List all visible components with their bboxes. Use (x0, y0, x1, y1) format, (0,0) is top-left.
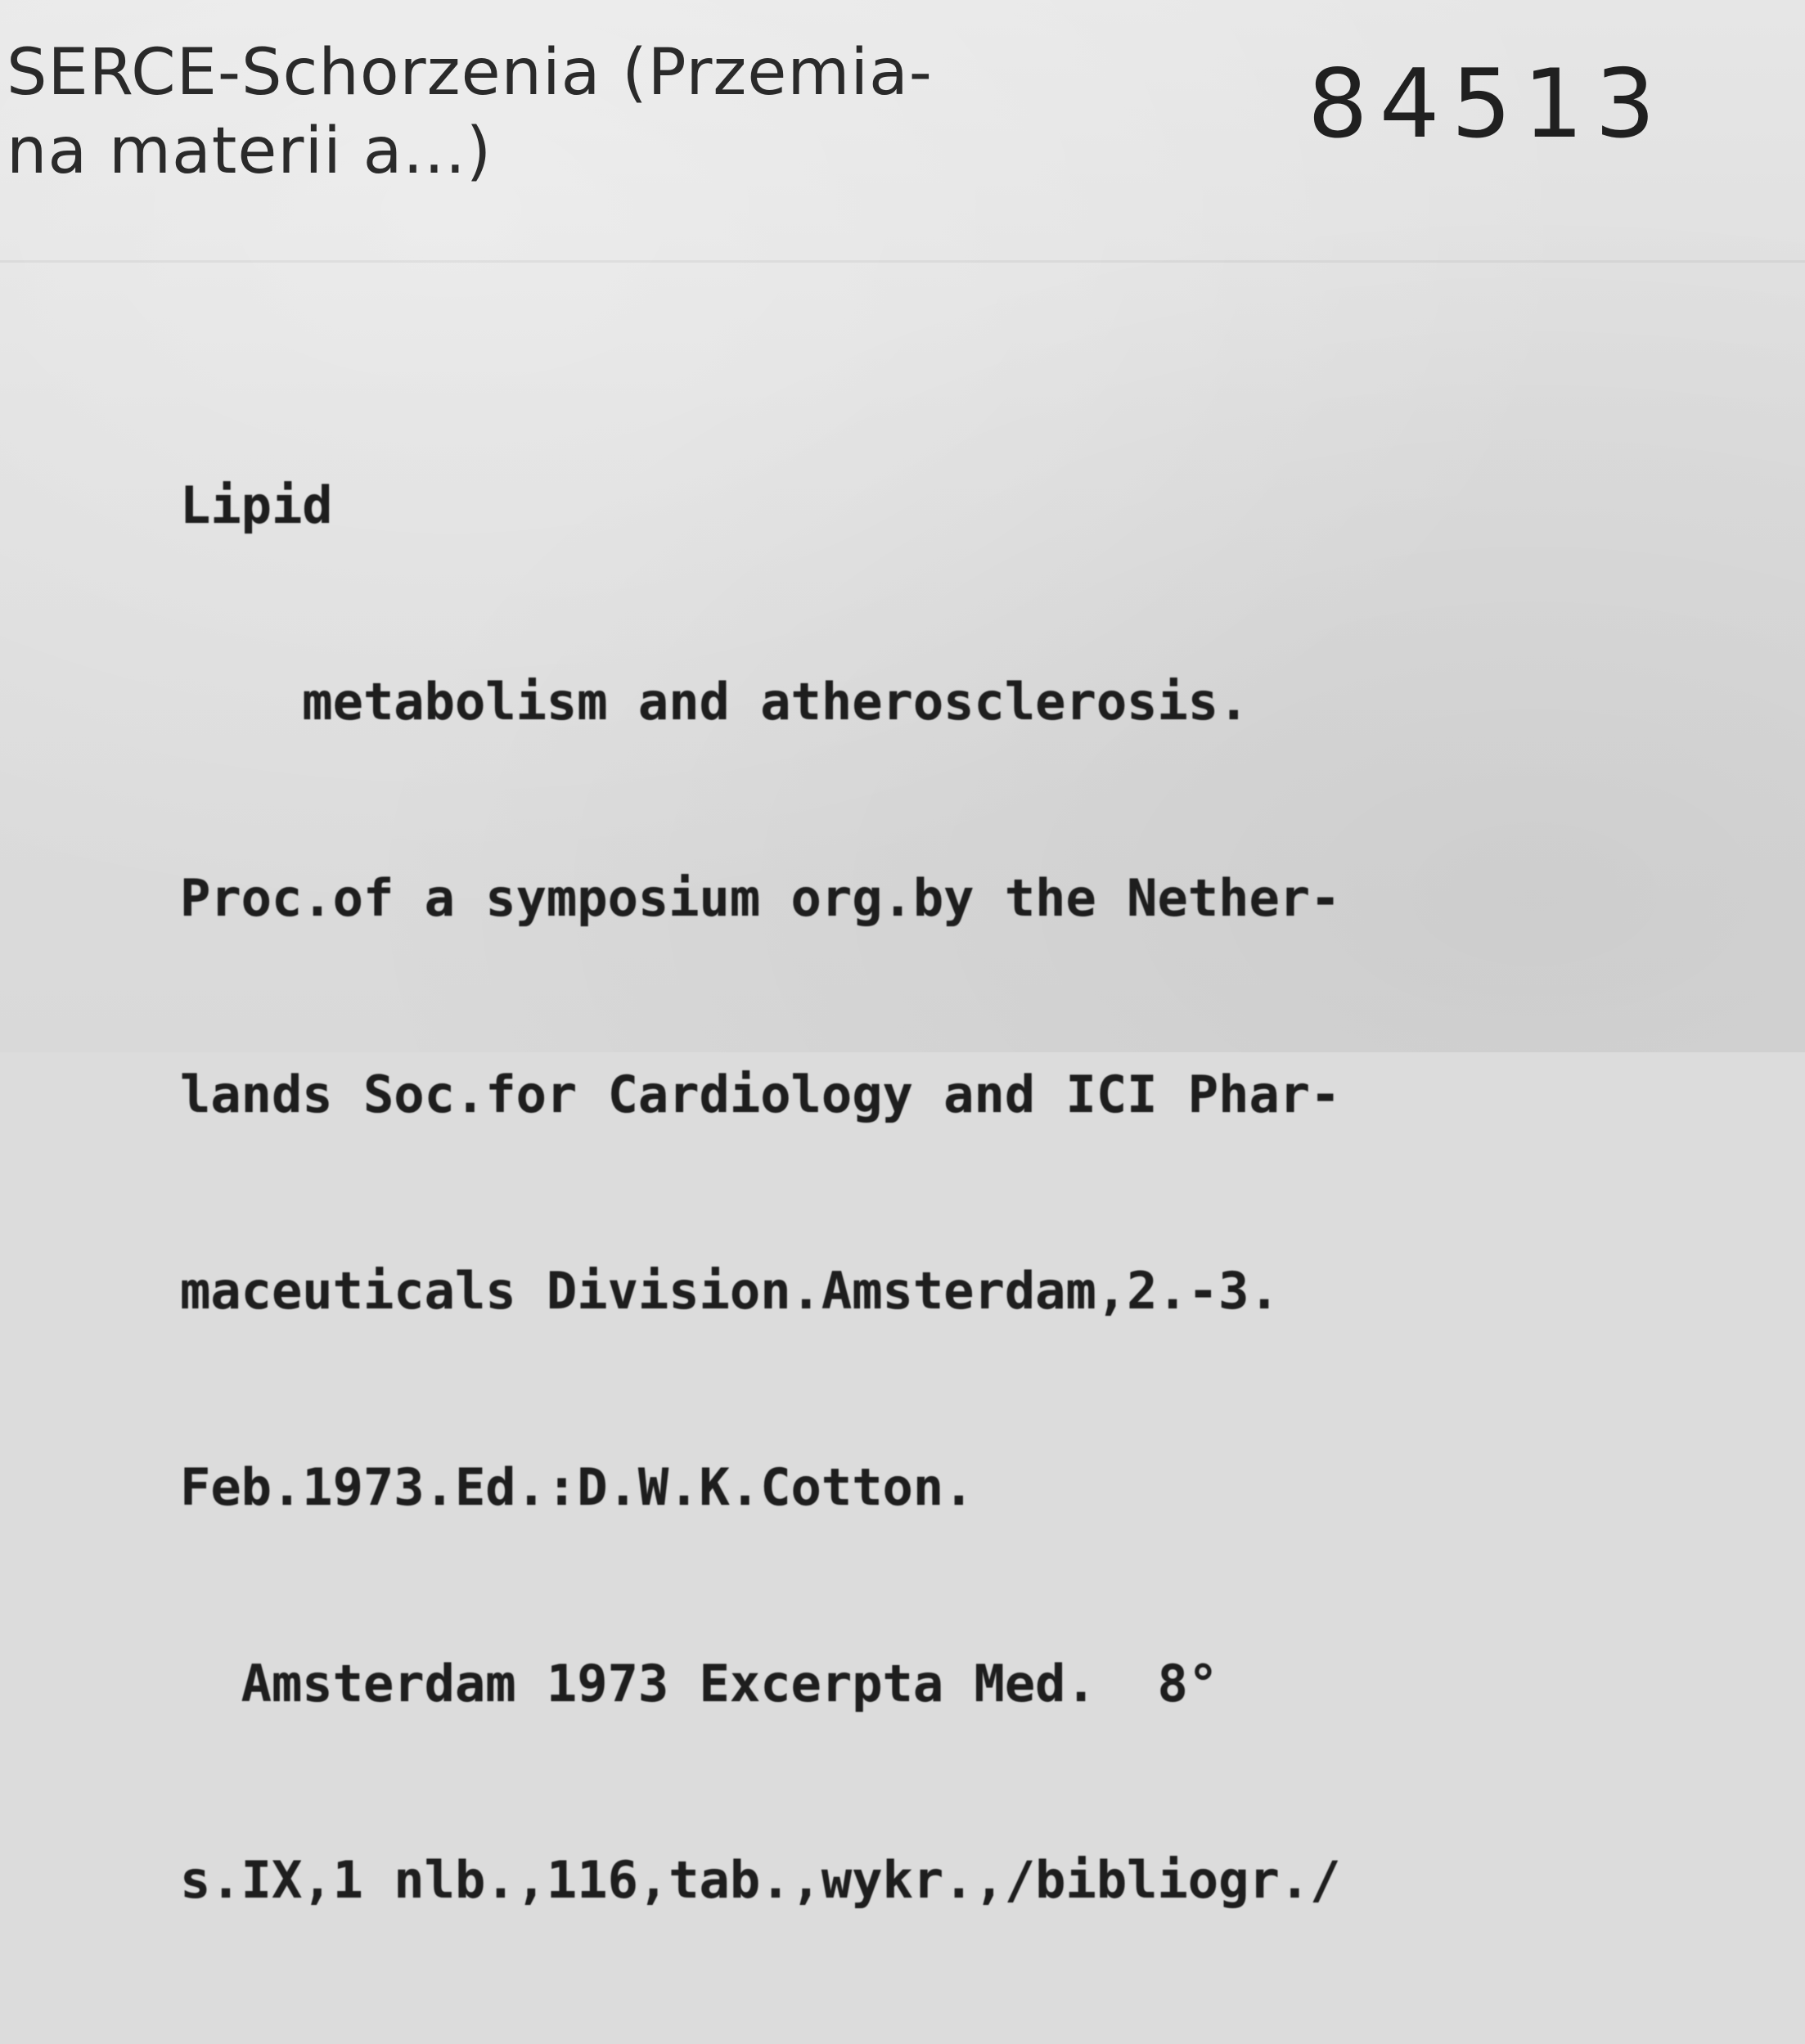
bibliographic-entry (180, 342, 1340, 2044)
call-number: 84513 (1308, 49, 1668, 160)
entry-title-line: Lipid (180, 475, 333, 535)
entry-division-line: maceuticals Division.Amsterdam,2.-3. (180, 1261, 1280, 1321)
entry-imprint-line: Amsterdam 1973 Excerpta Med. 8° (180, 1654, 1219, 1713)
entry-title-continuation: metabolism and atherosclerosis. (180, 672, 1249, 732)
entry-organizer-line: lands Soc.for Cardiology and ICI Phar- (180, 1065, 1341, 1124)
entry-editor-line: Feb.1973.Ed.:D.W.K.Cotton. (180, 1457, 975, 1517)
entry-proceedings-line: Proc.of a symposium org.by the Nether- (180, 868, 1341, 928)
subject-heading-line-2: na materii a...) (7, 115, 493, 188)
subject-heading-line-1: SERCE-Schorzenia (Przemia- (7, 36, 933, 110)
entry-collation-line: s.IX,1 nlb.,116,tab.,wykr.,/bibliogr./ (180, 1850, 1341, 1910)
